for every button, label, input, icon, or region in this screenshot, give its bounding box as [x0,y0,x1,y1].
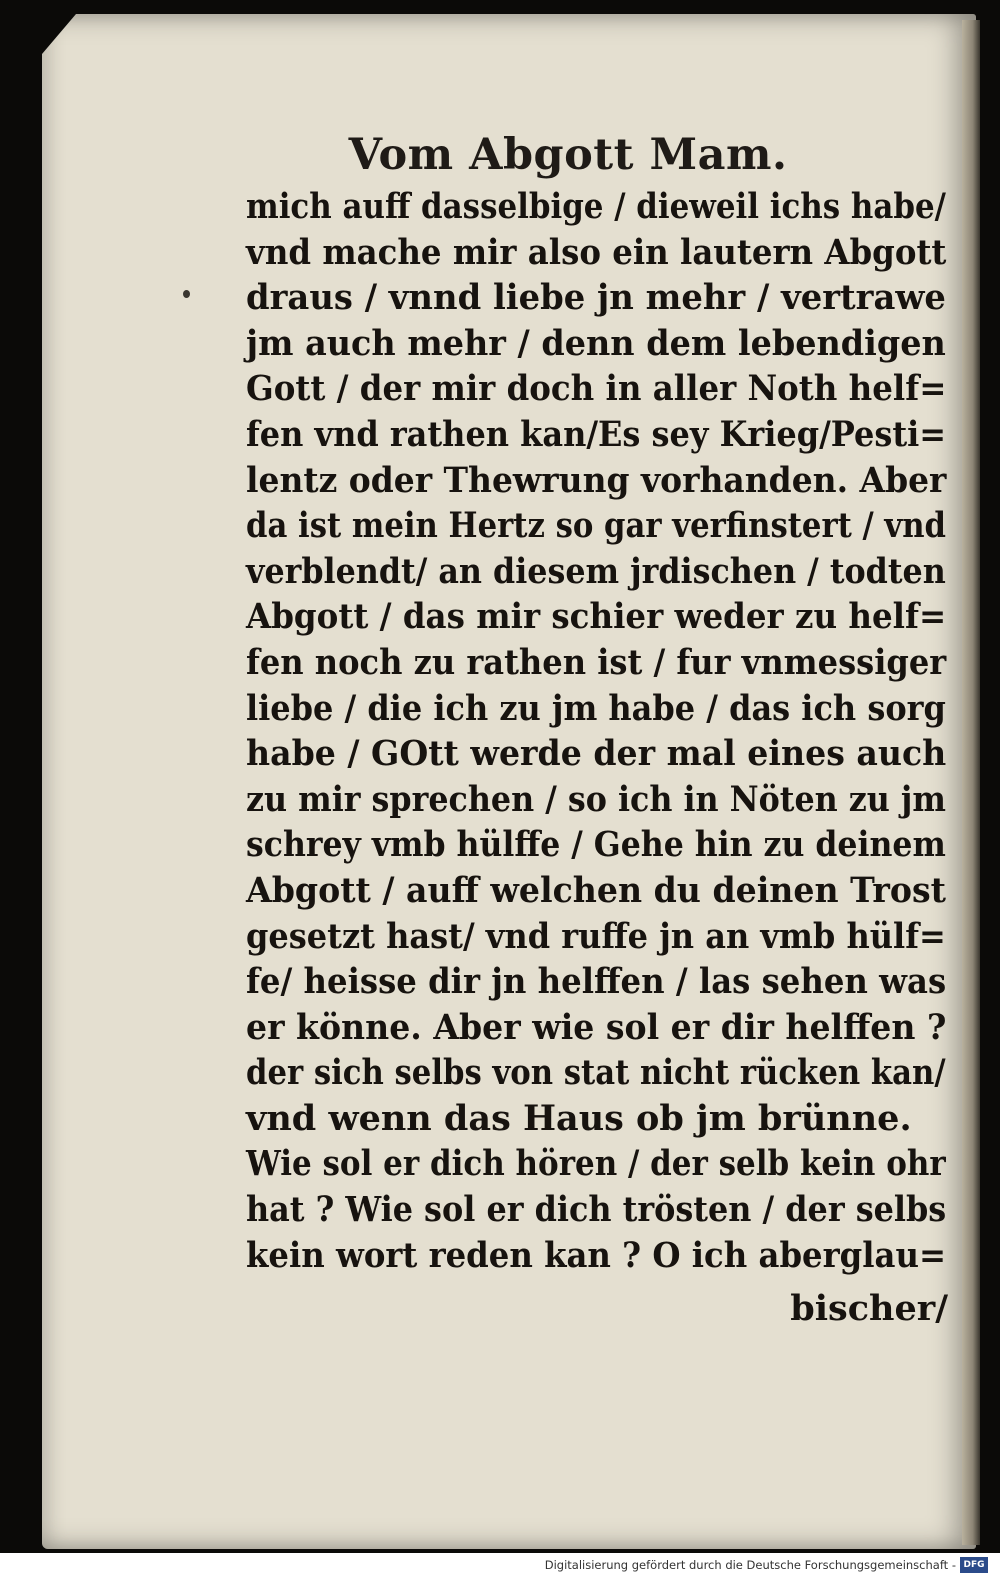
funding-credit: Digitalisierung gefördert durch die Deutsche Forschungsgemeinschaft - [544,1558,956,1572]
text-line: er könne. Aber wie sol er dir helffen ? [246,1006,947,1048]
footer-bar [0,1553,1000,1577]
text-line: schrey vmb hülffe / Gehe hin zu deinem [246,824,946,866]
ink-spot [183,290,190,298]
body-text [246,184,946,1278]
page-corner-fold [42,14,76,54]
text-line: Abgott / auff welchen du deinen Trost [246,869,946,911]
text-line: verblendt/ an diesem jrdischen / todten [246,550,946,592]
text-line: Gott / der mir doch in aller Noth helf= [246,368,947,410]
running-header [0,128,1000,182]
text-line: kein wort reden kan ? O ich aberglau= [246,1234,947,1276]
text-line: mich auff dasselbige / dieweil ichs habe/ [246,186,946,227]
text-line: Abgott / das mir schier weder zu helf= [246,596,947,638]
text-line: vnd wenn das Haus ob jm brünne. [246,1097,912,1139]
running-header-title: Vom Abgott Mam. [348,130,788,180]
text-line: zu mir sprechen / so ich in Nöten zu jm [246,778,946,820]
dfg-logo: DFG [960,1557,988,1573]
text-line: hat ? Wie sol er dich trösten / der selbs [246,1189,947,1231]
text-line: fen vnd rathen kan/Es sey Krieg/Pesti= [246,413,947,455]
text-line: lentz oder Thewrung vorhanden. Aber [246,459,947,501]
text-line: da ist mein Hertz so gar verfinstert / vnd [246,505,947,547]
catchword: bischer/ [790,1288,948,1329]
text-line: habe / GOtt werde der mal eines auch [246,733,947,775]
text-line: draus / vnnd liebe jn mehr / vertrawe [246,277,946,319]
text-line: der sich selbs von stat nicht rücken kan/ [246,1052,946,1094]
text-line: fen noch zu rathen ist / fur vnmessiger [246,641,947,683]
text-line: liebe / die ich zu jm habe / das ich sorg [246,687,946,729]
text-line: fe/ heisse dir jn helffen / las sehen was [246,961,947,1003]
text-line: vnd mache mir also ein lautern Abgott [246,231,947,273]
page-edge [962,20,980,1545]
text-line: jm auch mehr / denn dem lebendigen [246,322,946,364]
text-line: gesetzt hast/ vnd ruffe jn an vmb hülf= [246,915,946,957]
text-line: Wie sol er dich hören / der selb kein ohr [246,1143,946,1185]
